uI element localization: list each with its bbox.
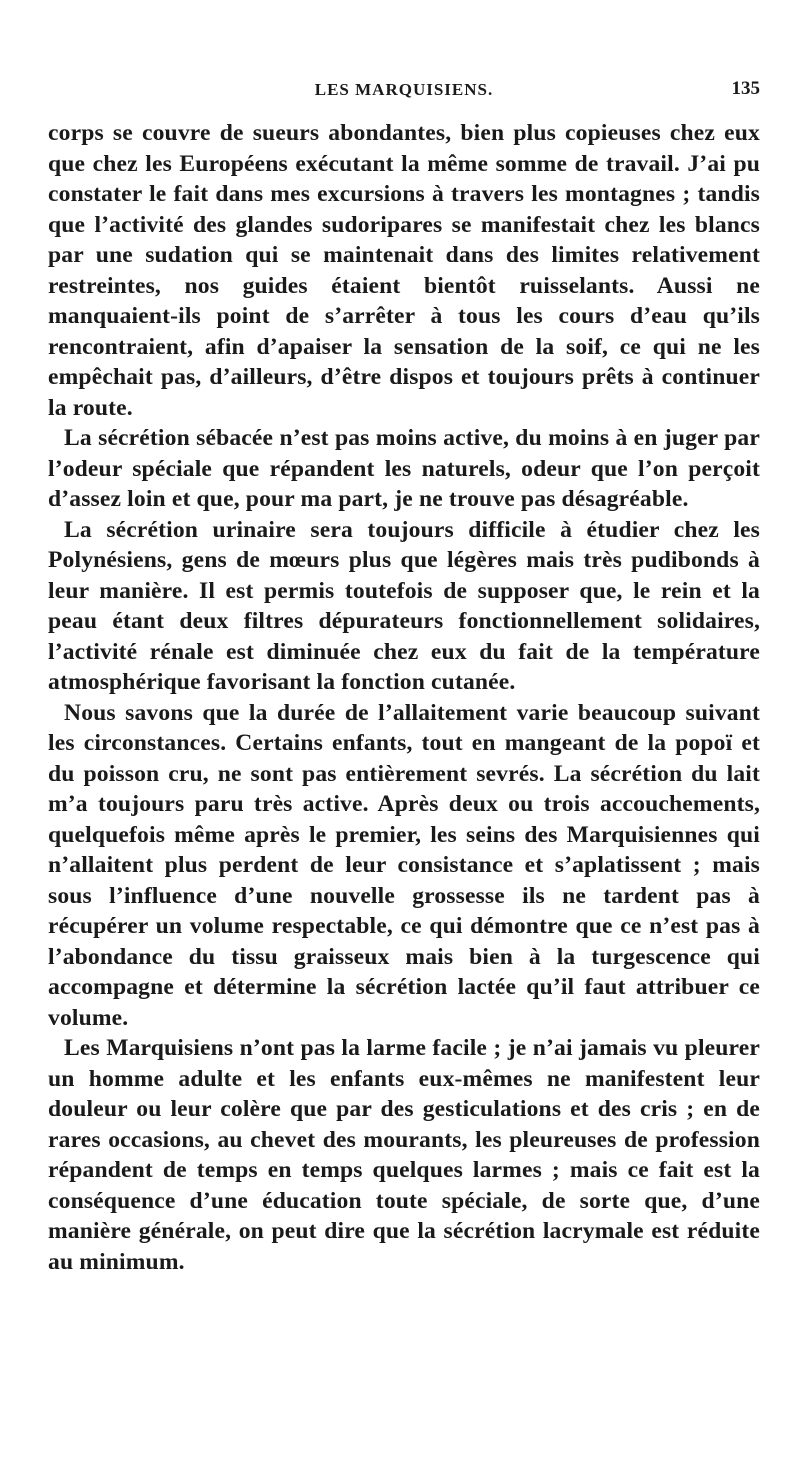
running-title: LES MARQUISIENS.	[314, 80, 494, 99]
paragraph: corps se couvre de sueurs abondantes, bien plus copieuses chez eux que chez les Européens exécutant la même somme de travail. J’ai pu constater le fait dans mes excursions à travers les montagnes ; tandis que l’activité des glandes sudoripares se manifestait chez les blancs par une sudation qui se maintenait dans des limites relativement restreintes, nos guides étaient bientôt ruisselants. Aussi ne manquaient-ils point de s’arrêter à tous les cours d’eau qu’ils rencontraient, afin d’apaiser la sensation de la soif, ce qui ne les empêchait pas, d’ailleurs, d’être dispos et toujours prêts à continuer la route.	[48, 120, 760, 421]
paragraph: Les Marquisiens n’ont pas la larme facile ; je n’ai jamais vu pleurer un homme adulte et les enfants eux-mêmes ne manifestent leur douleur ou leur colère que par des gesticulations et des cris ; en de rares occasions, au chevet des mourants, les pleureuses de profession répandent de temps en temps quelques larmes ; mais ce fait est la conséquence d’une éducation toute spéciale, de sorte que, d’une manière générale, on peut dire que la sécrétion lacrymale est réduite au minimum.	[48, 1035, 760, 1275]
paragraph: Nous savons que la durée de l’allaitement varie beaucoup suivant les circonstances. Certains enfants, tout en mangeant de la popoï et du poisson cru, ne sont pas entièrement sevrés. La sécrétion du lait m’a toujours paru très active. Après deux ou trois accouchements, quelquefois même après le premier, les seins des Marquisiennes qui n’allaitent plus perdent de leur consistance et s’aplatissent ; mais sous l’influence d’une nouvelle grossesse ils ne tardent pas à récupérer un volume respectable, ce qui démontre que ce n’est pas à l’abondance du tissu graisseux mais bien à la turgescence qui accompagne et détermine la sécrétion lactée qu’il faut attribuer ce volume.	[48, 699, 760, 1031]
running-head	[48, 80, 760, 108]
body-text	[48, 118, 760, 1277]
page-number: 135	[731, 78, 760, 99]
paragraph: La sécrétion urinaire sera toujours difficile à étudier chez les Polynésiens, gens de mœurs plus que légères mais très pudibonds à leur manière. Il est permis toutefois de supposer que, le rein et la peau étant deux filtres dépurateurs fonctionnellement solidaires, l’activité rénale est diminuée chez eux du fait de la température atmosphérique favorisant la fonction cutanée.	[48, 516, 760, 695]
paragraph: La sécrétion sébacée n’est pas moins active, du moins à en juger par l’odeur spéciale que répandent les naturels, odeur que l’on perçoit d’assez loin et que, pour ma part, je ne trouve pas désagréable.	[48, 425, 760, 512]
